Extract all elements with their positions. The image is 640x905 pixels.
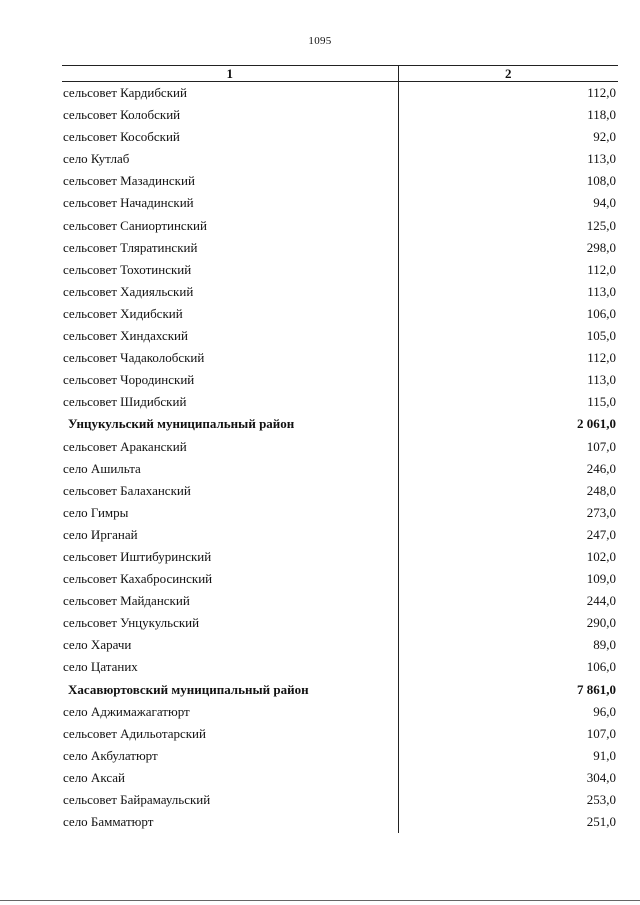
table-row — [62, 546, 618, 568]
row-value: 113,0 — [587, 283, 616, 299]
table-row — [62, 325, 618, 347]
row-value: 118,0 — [587, 107, 616, 123]
table-header — [62, 66, 618, 82]
row-value: 273,0 — [586, 504, 616, 520]
table-row — [62, 568, 618, 590]
table-row — [62, 480, 618, 502]
row-value: 92,0 — [593, 129, 616, 145]
table-row — [62, 82, 618, 105]
table-row — [62, 458, 618, 480]
table-row — [62, 590, 618, 612]
bottom-rule — [0, 900, 640, 901]
table-row — [62, 811, 618, 833]
row-name: село Гимры — [62, 502, 398, 524]
row-name: село Кутлаб — [62, 148, 398, 170]
row-name: сельсовет Кардибский — [62, 82, 398, 105]
row-name: село Аксай — [62, 767, 398, 789]
table-row — [62, 170, 618, 192]
table-row — [62, 215, 618, 237]
row-value: 106,0 — [586, 659, 616, 675]
table-row — [62, 656, 618, 678]
page-number: 1095 — [308, 35, 332, 47]
column-header-1: 1 — [62, 66, 398, 82]
row-name: село Ирганай — [62, 524, 398, 546]
header-row — [62, 66, 618, 82]
row-value: 251,0 — [586, 814, 616, 830]
row-value: 298,0 — [586, 239, 616, 255]
table-body — [62, 82, 618, 834]
row-name: сельсовет Унцукульский — [62, 612, 398, 634]
row-value: 102,0 — [586, 548, 616, 564]
row-value: 89,0 — [593, 637, 616, 653]
row-name: сельсовет Майданский — [62, 590, 398, 612]
row-name: сельсовет Начадинский — [62, 192, 398, 214]
row-name: сельсовет Хиндахский — [62, 325, 398, 347]
table-row — [62, 347, 618, 369]
row-name: сельсовет Колобский — [62, 104, 398, 126]
table-row — [62, 634, 618, 656]
table-row — [62, 767, 618, 789]
table-row — [62, 745, 618, 767]
table-row — [62, 237, 618, 259]
row-value: 94,0 — [593, 195, 616, 211]
row-value: 96,0 — [593, 703, 616, 719]
row-name: село Цатаних — [62, 656, 398, 678]
row-value: 248,0 — [586, 482, 616, 498]
row-name: сельсовет Шидибский — [62, 391, 398, 413]
row-value: 105,0 — [586, 328, 616, 344]
table-row — [62, 723, 618, 745]
table-row — [62, 148, 618, 170]
row-name: село Аджимажагатюрт — [62, 701, 398, 723]
row-value: 109,0 — [586, 571, 616, 587]
row-value: 112,0 — [587, 261, 616, 277]
row-name: сельсовет Саниортинский — [62, 215, 398, 237]
table-row-total — [62, 413, 618, 435]
row-name: сельсовет Хидибский — [62, 303, 398, 325]
row-value: 7 861,0 — [577, 681, 616, 697]
table-row — [62, 281, 618, 303]
table-row — [62, 369, 618, 391]
row-value: 113,0 — [587, 151, 616, 167]
table-row — [62, 303, 618, 325]
row-name: сельсовет Мазадинский — [62, 170, 398, 192]
row-value: 115,0 — [587, 394, 616, 410]
row-name: сельсовет Хадияльский — [62, 281, 398, 303]
row-value: 244,0 — [586, 593, 616, 609]
row-value: 112,0 — [587, 85, 616, 100]
row-name: село Бамматюрт — [62, 811, 398, 833]
row-name: сельсовет Тохотинский — [62, 259, 398, 281]
row-name: Хасавюртовский муниципальный район — [62, 679, 398, 701]
row-value: 91,0 — [593, 747, 616, 763]
data-table-container — [62, 65, 618, 833]
row-value: 107,0 — [586, 438, 616, 454]
table-row — [62, 524, 618, 546]
row-value: 290,0 — [586, 615, 616, 631]
row-name: село Ашильта — [62, 458, 398, 480]
row-name: сельсовет Чородинский — [62, 369, 398, 391]
row-value: 112,0 — [587, 350, 616, 366]
row-name: сельсовет Адильотарский — [62, 723, 398, 745]
row-value: 113,0 — [587, 372, 616, 388]
row-name: сельсовет Кособский — [62, 126, 398, 148]
table-row — [62, 612, 618, 634]
row-value: 2 061,0 — [577, 416, 616, 432]
row-name: село Акбулатюрт — [62, 745, 398, 767]
row-name: сельсовет Тляратинский — [62, 237, 398, 259]
row-name: сельсовет Араканский — [62, 436, 398, 458]
data-table — [62, 65, 618, 833]
row-value: 107,0 — [586, 725, 616, 741]
row-value: 247,0 — [586, 526, 616, 542]
row-value: 106,0 — [586, 305, 616, 321]
table-row — [62, 789, 618, 811]
row-name: Унцукульский муниципальный район — [62, 413, 398, 435]
table-row — [62, 391, 618, 413]
column-header-2: 2 — [398, 66, 618, 82]
table-row — [62, 126, 618, 148]
row-name: сельсовет Байрамаульский — [62, 789, 398, 811]
row-name: сельсовет Кахабросинский — [62, 568, 398, 590]
table-row-total — [62, 679, 618, 701]
row-value: 108,0 — [586, 173, 616, 189]
row-value: 304,0 — [586, 769, 616, 785]
table-row — [62, 701, 618, 723]
table-row — [62, 502, 618, 524]
row-name: сельсовет Балаханский — [62, 480, 398, 502]
row-value: 253,0 — [586, 792, 616, 807]
table-row — [62, 192, 618, 214]
table-row — [62, 259, 618, 281]
row-name: сельсовет Чадаколобский — [62, 347, 398, 369]
row-value: 246,0 — [586, 460, 616, 476]
table-row — [62, 436, 618, 458]
table-row — [62, 104, 618, 126]
row-value: 125,0 — [586, 217, 616, 233]
row-name: сельсовет Иштибуринский — [62, 546, 398, 568]
row-name: село Харачи — [62, 634, 398, 656]
